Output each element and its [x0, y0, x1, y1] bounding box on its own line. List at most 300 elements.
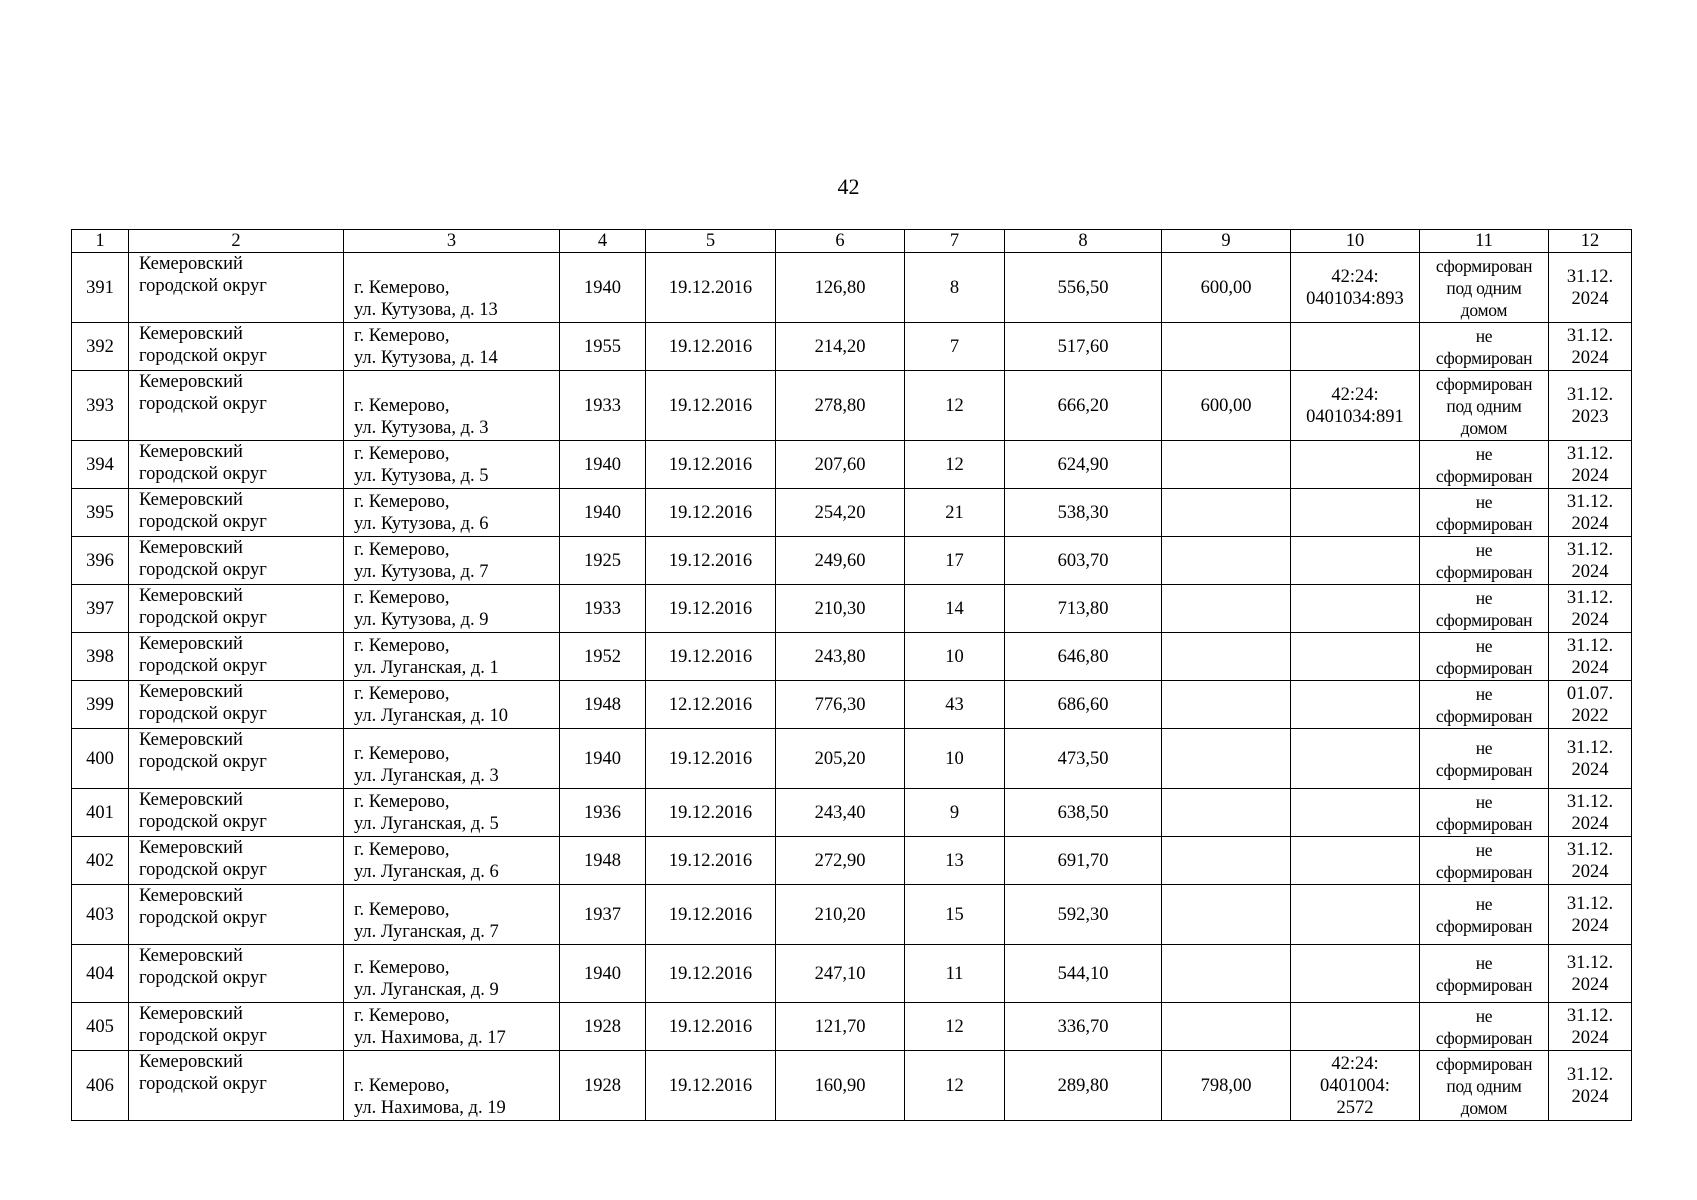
municipality-line: городской округ: [139, 968, 267, 988]
municipality: [129, 1003, 344, 1051]
residents-count: [905, 585, 1005, 633]
address-line: ул. Луганская, д. 5: [354, 814, 499, 834]
recognition-date-line: 19.12.2016: [668, 748, 753, 769]
plot-status: [1420, 253, 1549, 323]
recognition-date: [646, 681, 776, 729]
residents-count-line: 15: [945, 904, 964, 925]
plot-area: [1162, 681, 1291, 729]
residents-count-line: 13: [945, 850, 964, 871]
cadastral-number: [1291, 323, 1420, 371]
municipality-line: городской округ: [139, 656, 267, 676]
column-header: 12: [1549, 230, 1632, 253]
land-area: [1005, 253, 1162, 323]
address-line: ул. Луганская, д. 3: [354, 766, 499, 786]
address-line: г. Кемерово,: [354, 444, 450, 464]
municipality-line: городской округ: [139, 860, 267, 880]
land-area: [1005, 789, 1162, 837]
build-year-line: 1948: [584, 694, 621, 715]
planned-deadline-line: 31.12.: [1566, 491, 1614, 512]
address-line: ул. Кутузова, д. 3: [354, 418, 489, 438]
municipality: [129, 681, 344, 729]
building-area-line: 243,40: [814, 802, 866, 823]
recognition-date-line: 19.12.2016: [668, 277, 753, 298]
land-area: [1005, 945, 1162, 1003]
address-line: ул. Луганская, д. 1: [354, 658, 499, 678]
recognition-date-line: 19.12.2016: [668, 550, 753, 571]
plot-status-line: сформирован: [1435, 1053, 1533, 1074]
plot-status-line: сформирован: [1435, 561, 1533, 582]
plot-status: [1420, 837, 1549, 885]
planned-deadline-line: 31.12.: [1566, 443, 1614, 464]
recognition-date-line: 19.12.2016: [668, 598, 753, 619]
address: [344, 885, 560, 945]
planned-deadline-line: 31.12.: [1566, 952, 1614, 973]
municipality-line: городской округ: [139, 276, 267, 296]
plot-area-line: 600,00: [1200, 395, 1252, 416]
table-row: [72, 323, 1632, 371]
plot-area: [1162, 729, 1291, 789]
recognition-date: [646, 371, 776, 441]
build-year-line: 1940: [584, 502, 621, 523]
plot-status: [1420, 1003, 1549, 1051]
recognition-date-line: 12.12.2016: [668, 694, 753, 715]
build-year-line: 1940: [584, 454, 621, 475]
address-line: г. Кемерово,: [354, 684, 450, 704]
planned-deadline: [1549, 585, 1632, 633]
housing-registry-table: [71, 229, 1632, 1121]
planned-deadline-line: 2024: [1571, 915, 1609, 936]
planned-deadline-line: 2024: [1571, 513, 1609, 534]
planned-deadline-line: 2024: [1571, 974, 1609, 995]
build-year: [560, 789, 646, 837]
plot-status-line: под одним: [1446, 277, 1522, 298]
address: [344, 681, 560, 729]
plot-status-line: сформирован: [1435, 255, 1533, 276]
plot-status-line: сформирован: [1435, 513, 1533, 534]
planned-deadline-line: 31.12.: [1566, 1064, 1614, 1085]
planned-deadline-line: 2024: [1571, 347, 1609, 368]
cadastral-number: [1291, 945, 1420, 1003]
address-line: г. Кемерово,: [354, 540, 450, 560]
plot-status-line: не: [1475, 443, 1493, 464]
planned-deadline-line: 31.12.: [1566, 384, 1614, 405]
building-area: [776, 323, 905, 371]
planned-deadline: [1549, 1003, 1632, 1051]
column-header: 10: [1291, 230, 1420, 253]
planned-deadline-line: 2024: [1571, 561, 1609, 582]
cadastral-number: [1291, 729, 1420, 789]
residents-count-line: 12: [945, 395, 964, 416]
residents-count-line: 21: [945, 502, 964, 523]
row-number-line: 394: [86, 454, 114, 475]
column-header: 11: [1420, 230, 1549, 253]
recognition-date: [646, 537, 776, 585]
row-number: [72, 585, 129, 633]
table-row: [72, 585, 1632, 633]
row-number: [72, 253, 129, 323]
building-area-line: 254,20: [814, 502, 866, 523]
land-area: [1005, 489, 1162, 537]
land-area: [1005, 885, 1162, 945]
municipality-line: Кемеровский: [139, 886, 243, 906]
row-number: [72, 885, 129, 945]
plot-area: [1162, 441, 1291, 489]
plot-area: [1162, 885, 1291, 945]
build-year: [560, 323, 646, 371]
plot-status-line: не: [1475, 683, 1493, 704]
recognition-date: [646, 323, 776, 371]
table-row: [72, 945, 1632, 1003]
build-year-line: 1928: [584, 1016, 621, 1037]
plot-status-line: не: [1475, 587, 1493, 608]
planned-deadline: [1549, 489, 1632, 537]
table-row: [72, 253, 1632, 323]
build-year: [560, 633, 646, 681]
planned-deadline-line: 31.12.: [1566, 1005, 1614, 1026]
land-area: [1005, 837, 1162, 885]
municipality-line: городской округ: [139, 1026, 267, 1046]
address-line: г. Кемерово,: [354, 588, 450, 608]
planned-deadline-line: 31.12.: [1566, 539, 1614, 560]
building-area: [776, 633, 905, 681]
row-number: [72, 789, 129, 837]
cadastral-number: [1291, 1051, 1420, 1121]
table-row: [72, 681, 1632, 729]
municipality-line: Кемеровский: [139, 838, 243, 858]
address: [344, 729, 560, 789]
cadastral-number-line: 42:24:: [1331, 384, 1379, 405]
building-area: [776, 1051, 905, 1121]
column-number-row: [72, 230, 1632, 253]
building-area-line: 272,90: [814, 850, 866, 871]
build-year-line: 1948: [584, 850, 621, 871]
land-area-line: 603,70: [1057, 550, 1109, 571]
row-number: [72, 1003, 129, 1051]
cadastral-number-line: 42:24:: [1331, 1053, 1379, 1074]
building-area: [776, 537, 905, 585]
recognition-date: [646, 789, 776, 837]
municipality-line: городской округ: [139, 908, 267, 928]
address: [344, 489, 560, 537]
plot-status-line: не: [1475, 952, 1493, 973]
cadastral-number: [1291, 789, 1420, 837]
plot-area-line: 798,00: [1200, 1075, 1252, 1096]
residents-count: [905, 441, 1005, 489]
planned-deadline-line: 2024: [1571, 465, 1609, 486]
plot-status: [1420, 371, 1549, 441]
cadastral-number: [1291, 633, 1420, 681]
plot-status: [1420, 729, 1549, 789]
build-year: [560, 1003, 646, 1051]
land-area: [1005, 323, 1162, 371]
plot-status-line: не: [1475, 491, 1493, 512]
municipality-line: Кемеровский: [139, 324, 243, 344]
municipality: [129, 885, 344, 945]
building-area: [776, 441, 905, 489]
planned-deadline-line: 2024: [1571, 861, 1609, 882]
residents-count-line: 17: [945, 550, 964, 571]
address: [344, 371, 560, 441]
cadastral-number: [1291, 837, 1420, 885]
recognition-date-line: 19.12.2016: [668, 336, 753, 357]
table-row: [72, 1003, 1632, 1051]
municipality: [129, 633, 344, 681]
residents-count-line: 12: [945, 454, 964, 475]
municipality-line: Кемеровский: [139, 946, 243, 966]
row-number-line: 400: [86, 748, 114, 769]
land-area-line: 473,50: [1057, 748, 1109, 769]
plot-status-line: не: [1475, 791, 1493, 812]
cadastral-number-line: 0401004:: [1320, 1075, 1390, 1096]
plot-status: [1420, 441, 1549, 489]
build-year-line: 1933: [584, 598, 621, 619]
plot-status-line: сформирован: [1435, 705, 1533, 726]
recognition-date-line: 19.12.2016: [668, 802, 753, 823]
cadastral-number: [1291, 885, 1420, 945]
address-line: ул. Луганская, д. 6: [354, 862, 499, 882]
plot-status: [1420, 1051, 1549, 1121]
residents-count-line: 11: [945, 963, 964, 984]
land-area: [1005, 729, 1162, 789]
address-line: г. Кемерово,: [354, 1006, 450, 1026]
row-number: [72, 371, 129, 441]
plot-status-line: под одним: [1446, 395, 1522, 416]
building-area-line: 278,80: [814, 395, 866, 416]
row-number-line: 395: [86, 502, 114, 523]
building-area: [776, 789, 905, 837]
table-row: [72, 885, 1632, 945]
plot-status-line: сформирован: [1435, 915, 1533, 936]
table-row: [72, 441, 1632, 489]
residents-count: [905, 885, 1005, 945]
recognition-date: [646, 253, 776, 323]
land-area-line: 713,80: [1057, 598, 1109, 619]
column-header: 1: [72, 230, 129, 253]
building-area-line: 121,70: [814, 1016, 866, 1037]
residents-count-line: 12: [945, 1075, 964, 1096]
row-number: [72, 323, 129, 371]
address: [344, 585, 560, 633]
plot-status: [1420, 323, 1549, 371]
residents-count: [905, 729, 1005, 789]
address-line: г. Кемерово,: [354, 958, 450, 978]
address: [344, 253, 560, 323]
build-year-line: 1940: [584, 748, 621, 769]
planned-deadline: [1549, 633, 1632, 681]
plot-status-line: сформирован: [1435, 813, 1533, 834]
planned-deadline-line: 01.07.: [1566, 683, 1614, 704]
row-number-line: 399: [86, 694, 114, 715]
row-number: [72, 1051, 129, 1121]
address-line: ул. Кутузова, д. 6: [354, 514, 489, 534]
municipality-line: городской округ: [139, 704, 267, 724]
row-number-line: 404: [86, 963, 114, 984]
recognition-date-line: 19.12.2016: [668, 646, 753, 667]
residents-count: [905, 371, 1005, 441]
row-number-line: 401: [86, 802, 114, 823]
municipality-line: Кемеровский: [139, 1052, 243, 1072]
build-year: [560, 441, 646, 489]
build-year: [560, 537, 646, 585]
address-line: ул. Нахимова, д. 19: [354, 1098, 506, 1118]
plot-status-line: не: [1475, 737, 1493, 758]
recognition-date-line: 19.12.2016: [668, 1016, 753, 1037]
building-area-line: 214,20: [814, 336, 866, 357]
build-year: [560, 585, 646, 633]
municipality: [129, 945, 344, 1003]
land-area: [1005, 1003, 1162, 1051]
residents-count: [905, 537, 1005, 585]
address-line: г. Кемерово,: [354, 636, 450, 656]
row-number-line: 398: [86, 646, 114, 667]
plot-status-line: сформирован: [1435, 373, 1533, 394]
building-area-line: 247,10: [814, 963, 866, 984]
plot-status-line: сформирован: [1435, 1027, 1533, 1048]
municipality-line: Кемеровский: [139, 442, 243, 462]
plot-status-line: домом: [1460, 1097, 1508, 1118]
planned-deadline: [1549, 253, 1632, 323]
recognition-date-line: 19.12.2016: [668, 395, 753, 416]
table-row: [72, 489, 1632, 537]
plot-area: [1162, 1003, 1291, 1051]
municipality-line: городской округ: [139, 512, 267, 532]
row-number: [72, 441, 129, 489]
land-area: [1005, 371, 1162, 441]
planned-deadline-line: 31.12.: [1566, 325, 1614, 346]
municipality-line: Кемеровский: [139, 790, 243, 810]
address-line: г. Кемерово,: [354, 792, 450, 812]
recognition-date: [646, 1003, 776, 1051]
address-line: г. Кемерово,: [354, 744, 450, 764]
municipality-line: городской округ: [139, 346, 267, 366]
municipality: [129, 1051, 344, 1121]
municipality: [129, 441, 344, 489]
residents-count: [905, 789, 1005, 837]
recognition-date: [646, 837, 776, 885]
plot-area: [1162, 837, 1291, 885]
build-year-line: 1952: [584, 646, 621, 667]
build-year-line: 1933: [584, 395, 621, 416]
column-header: 4: [560, 230, 646, 253]
address: [344, 323, 560, 371]
residents-count: [905, 633, 1005, 681]
row-number: [72, 489, 129, 537]
address-line: г. Кемерово,: [354, 840, 450, 860]
land-area: [1005, 585, 1162, 633]
building-area: [776, 729, 905, 789]
address-line: г. Кемерово,: [354, 396, 450, 416]
address: [344, 945, 560, 1003]
build-year: [560, 1051, 646, 1121]
cadastral-number: [1291, 681, 1420, 729]
build-year: [560, 945, 646, 1003]
recognition-date: [646, 585, 776, 633]
municipality-line: городской округ: [139, 752, 267, 772]
municipality: [129, 729, 344, 789]
address: [344, 789, 560, 837]
plot-area: [1162, 489, 1291, 537]
land-area-line: 638,50: [1057, 802, 1109, 823]
residents-count: [905, 1003, 1005, 1051]
building-area-line: 243,80: [814, 646, 866, 667]
build-year-line: 1925: [584, 550, 621, 571]
plot-status-line: сформирован: [1435, 465, 1533, 486]
build-year: [560, 729, 646, 789]
residents-count-line: 10: [945, 646, 964, 667]
plot-status: [1420, 681, 1549, 729]
planned-deadline-line: 31.12.: [1566, 893, 1614, 914]
plot-status: [1420, 885, 1549, 945]
column-header: 9: [1162, 230, 1291, 253]
row-number-line: 402: [86, 850, 114, 871]
land-area-line: 538,30: [1057, 502, 1109, 523]
residents-count: [905, 489, 1005, 537]
recognition-date: [646, 633, 776, 681]
recognition-date-line: 19.12.2016: [668, 1075, 753, 1096]
municipality-line: Кемеровский: [139, 538, 243, 558]
planned-deadline-line: 31.12.: [1566, 791, 1614, 812]
column-header: 3: [344, 230, 560, 253]
municipality-line: Кемеровский: [139, 586, 243, 606]
row-number-line: 391: [86, 277, 114, 298]
cadastral-number: [1291, 585, 1420, 633]
page-number: 42: [837, 174, 860, 199]
municipality-line: городской округ: [139, 394, 267, 414]
residents-count: [905, 253, 1005, 323]
building-area: [776, 253, 905, 323]
land-area-line: 686,60: [1057, 694, 1109, 715]
address-line: г. Кемерово,: [354, 492, 450, 512]
land-area-line: 556,50: [1057, 277, 1109, 298]
planned-deadline-line: 2022: [1571, 705, 1609, 726]
land-area-line: 544,10: [1057, 963, 1109, 984]
build-year-line: 1937: [584, 904, 621, 925]
residents-count-line: 9: [949, 802, 960, 823]
plot-status-line: не: [1475, 1005, 1493, 1026]
land-area-line: 336,70: [1057, 1016, 1109, 1037]
plot-area: [1162, 371, 1291, 441]
building-area-line: 205,20: [814, 748, 866, 769]
municipality: [129, 323, 344, 371]
municipality-line: Кемеровский: [139, 682, 243, 702]
land-area: [1005, 681, 1162, 729]
residents-count-line: 8: [949, 277, 960, 298]
land-area: [1005, 1051, 1162, 1121]
plot-status: [1420, 945, 1549, 1003]
planned-deadline: [1549, 537, 1632, 585]
municipality: [129, 837, 344, 885]
address-line: ул. Кутузова, д. 9: [354, 610, 489, 630]
cadastral-number: [1291, 537, 1420, 585]
building-area-line: 210,20: [814, 904, 866, 925]
planned-deadline: [1549, 837, 1632, 885]
row-number-line: 406: [86, 1075, 114, 1096]
municipality-line: Кемеровский: [139, 1004, 243, 1024]
planned-deadline-line: 2024: [1571, 657, 1609, 678]
build-year-line: 1940: [584, 277, 621, 298]
row-number-line: 393: [86, 395, 114, 416]
recognition-date-line: 19.12.2016: [668, 502, 753, 523]
municipality: [129, 537, 344, 585]
planned-deadline-line: 31.12.: [1566, 635, 1614, 656]
row-number-line: 397: [86, 598, 114, 619]
land-area-line: 691,70: [1057, 850, 1109, 871]
build-year: [560, 837, 646, 885]
address-line: ул. Нахимова, д. 17: [354, 1028, 506, 1048]
recognition-date-line: 19.12.2016: [668, 850, 753, 871]
row-number: [72, 729, 129, 789]
planned-deadline: [1549, 1051, 1632, 1121]
